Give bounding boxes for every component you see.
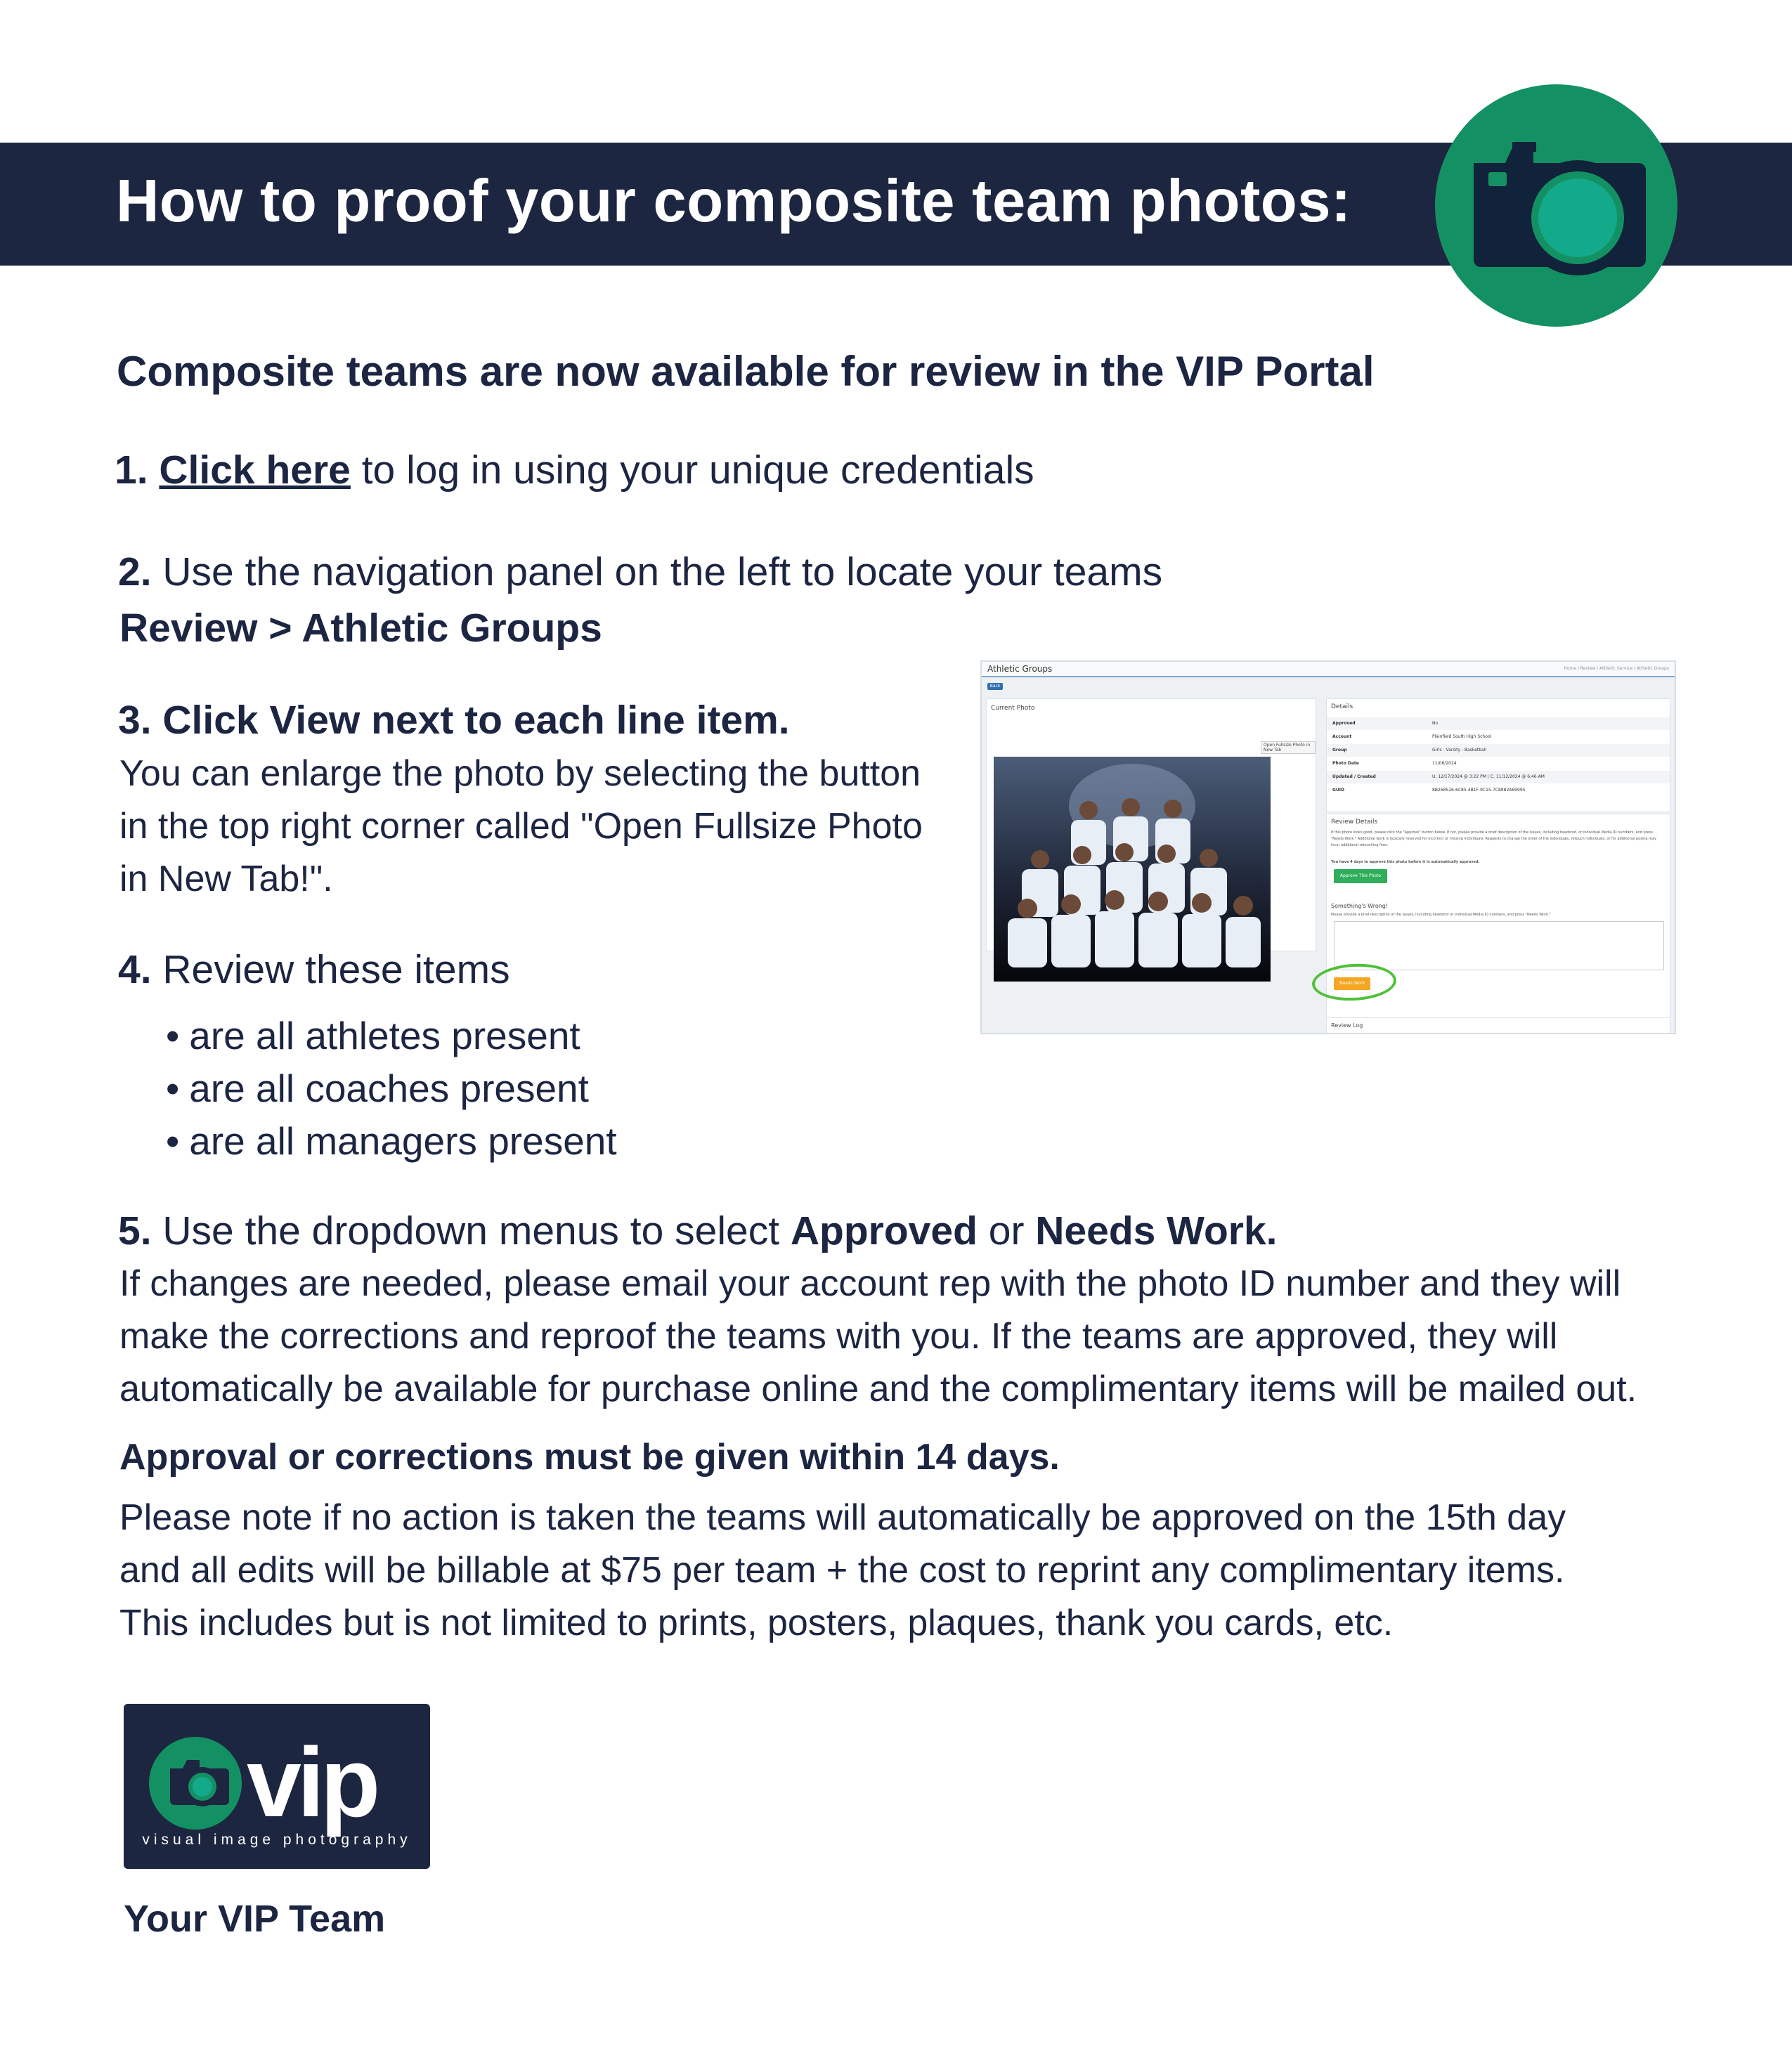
- checklist: [166, 1010, 617, 1168]
- text-line: You can enlarge the photo by selecting the button: [119, 753, 921, 794]
- logo-tagline: visual image photography: [142, 1832, 412, 1848]
- text-line: in New Tab!".: [119, 859, 333, 899]
- login-link[interactable]: Click here: [159, 448, 351, 493]
- panel-title: Current Photo: [991, 705, 1035, 712]
- step-4: [118, 944, 510, 996]
- team-photo: [994, 757, 1271, 982]
- step-text: Use the navigation panel on the left to locate your teams: [151, 549, 1163, 594]
- current-photo-panel: [986, 698, 1316, 951]
- detail-key: Updated / Created: [1332, 774, 1376, 779]
- wrong-instructions: Please provide a brief description of the issues, including headshot or individual Media ID numbers, and press "Needs Work.": [1331, 913, 1551, 917]
- panel-title: Something's Wrong!: [1331, 903, 1389, 909]
- detail-key: Approved: [1332, 721, 1356, 726]
- detail-value: No: [1432, 721, 1439, 726]
- details-panel: [1326, 698, 1670, 812]
- detail-value: U: 12/17/2024 @ 3:22 PM | C: 11/12/2024 @ 6:46 AM: [1432, 774, 1545, 779]
- open-fullsize-button[interactable]: Open Fullsize Photo in New Tab: [1261, 741, 1316, 754]
- detail-value: 8B268526-6C85-4B1F-9C15-7C8982A69995: [1432, 788, 1526, 793]
- detail-value: 11/06/2024: [1432, 761, 1457, 766]
- step-3-body: [119, 748, 949, 906]
- text-line: If changes are needed, please email your account rep with the photo ID number and they will: [119, 1263, 1621, 1304]
- step-text: or: [977, 1208, 1036, 1253]
- step-number: 5.: [118, 1208, 152, 1253]
- text-line: and all edits will be billable at $75 per team + the cost to reprint any complimentary items.: [119, 1550, 1565, 1591]
- step-3-title: 3. Click View next to each line item.: [118, 698, 790, 743]
- step-1: [115, 444, 1034, 497]
- text-line: Please note if no action is taken the teams will automatically be approved on the 15th day: [119, 1497, 1566, 1538]
- detail-key: Photo Date: [1332, 761, 1359, 766]
- approved-label: Approved: [790, 1208, 978, 1253]
- checklist-item: • are all athletes present: [166, 1010, 617, 1062]
- detail-row: [1327, 757, 1670, 770]
- detail-row: [1327, 784, 1670, 797]
- step-text: to log in using your unique credentials: [350, 448, 1034, 493]
- panel-title: Review Log: [1331, 1022, 1363, 1029]
- step-5-body: [119, 1258, 1757, 1416]
- issue-description-field[interactable]: [1334, 921, 1664, 970]
- detail-value: Plainfield South High School: [1432, 734, 1492, 739]
- step-number: 4.: [118, 947, 152, 992]
- approve-button[interactable]: Approve This Photo: [1334, 869, 1387, 883]
- step-text: Use the dropdown menus to select: [151, 1208, 791, 1253]
- detail-value: Girls - Varsity - Basketball: [1432, 748, 1487, 752]
- detail-key: Group: [1332, 748, 1347, 752]
- checklist-item: • are all managers present: [166, 1115, 617, 1168]
- detail-key: GUID: [1332, 788, 1345, 793]
- breadcrumb: Home / Review / Athletic Service / Athletic Groups: [1564, 666, 1669, 671]
- review-instructions: If this photo looks good, please click the "Approve" button below. If not, please provide a brief description of the issues, including headshot, or individual Media ID numbers, and press "Needs Work." Additional work is typically reserved for incorrect or missing individuals. Requests to change the order of the individuals, retouch individuals, or for additional posing may incur additional retouching fees.: [1331, 830, 1656, 847]
- detail-row: [1327, 771, 1670, 783]
- detail-key: Account: [1332, 734, 1352, 739]
- logo-wordmark: vip: [247, 1727, 377, 1837]
- auto-approve-note: You have 4 days to approve this photo before it is automatically approved.: [1331, 860, 1480, 864]
- subheading: Composite teams are now available for review in the VIP Portal: [117, 348, 1375, 395]
- nav-path: Review > Athletic Groups: [119, 606, 602, 651]
- page-title: How to proof your composite team photos:: [116, 168, 1351, 235]
- billing-note: [119, 1492, 1757, 1650]
- checklist-item: • are all coaches present: [166, 1062, 617, 1115]
- portal-screenshot: [980, 660, 1676, 1034]
- panel-title: Review Details: [1331, 819, 1378, 826]
- portal-title: Athletic Groups: [987, 664, 1053, 674]
- step-number: 1.: [115, 448, 148, 493]
- camera-icon: [1435, 84, 1677, 327]
- signoff: Your VIP Team: [124, 1898, 386, 1940]
- text-line: make the corrections and reproof the teams with you. If the teams are approved, they will: [119, 1316, 1558, 1357]
- review-log-panel: [1326, 1017, 1670, 1034]
- panel-title: Details: [1331, 703, 1353, 710]
- back-button[interactable]: Back: [987, 683, 1003, 690]
- text-line: This includes but is not limited to prints, posters, plaques, thank you cards, etc.: [119, 1603, 1394, 1643]
- text-line: in the top right corner called "Open Fullsize Photo: [119, 806, 923, 847]
- needs-work-button[interactable]: Needs Work: [1334, 977, 1370, 990]
- detail-row: [1327, 731, 1670, 743]
- detail-row: [1327, 717, 1670, 730]
- vip-logo: [124, 1704, 430, 1869]
- step-5: [118, 1205, 1278, 1258]
- needs-work-label: Needs Work.: [1035, 1208, 1278, 1253]
- text-line: automatically be available for purchase online and the complimentary items will be mailed out.: [119, 1369, 1637, 1409]
- deadline-notice: Approval or corrections must be given within 14 days.: [119, 1437, 1060, 1478]
- step-text: Review these items: [151, 947, 510, 992]
- step-number: 2.: [118, 549, 152, 594]
- step-2: [118, 546, 1162, 599]
- detail-row: [1327, 744, 1670, 757]
